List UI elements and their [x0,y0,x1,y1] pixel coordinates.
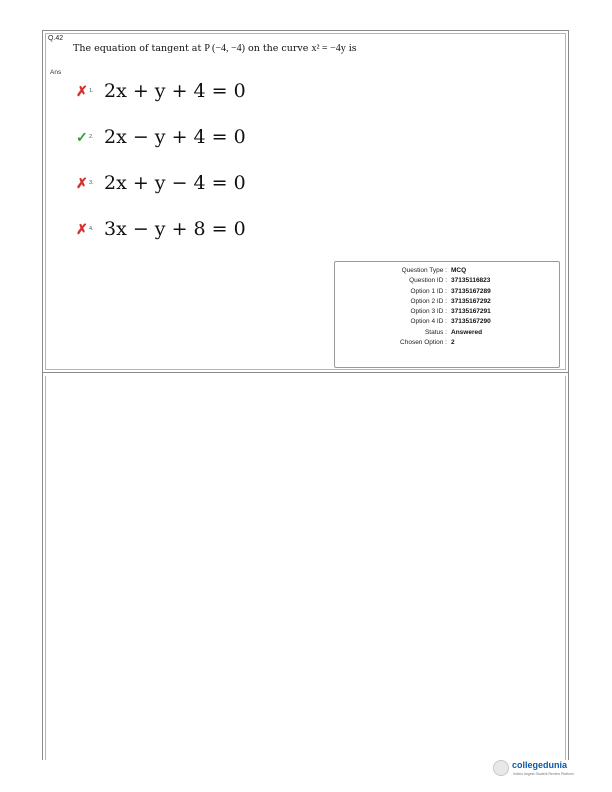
meta-row [335,297,491,307]
brand-name: collegedunia [512,760,568,770]
question-text [73,43,357,54]
meta-row [335,287,491,297]
meta-value: Answered [451,328,483,336]
page-border-right-inner [565,376,566,760]
option-number: 4. [89,226,94,232]
meta-row [335,338,491,348]
correct-check-icon: ✓ [76,129,88,145]
question-text-middle: on the curve [248,43,309,54]
question-point: P (−4, −4) [204,43,245,54]
meta-value: 37135167291 [451,308,491,316]
option-expression: 2x + y + 4 = 0 [104,80,246,102]
question-text-suffix: is [348,43,357,54]
answer-label: Ans [50,69,62,76]
meta-value: 2 [451,339,455,347]
question-curve: x² = −4y [311,43,346,54]
meta-label: Option 3 ID : [410,308,447,316]
meta-label: Option 2 ID : [410,297,447,305]
question-meta-table [335,266,491,348]
wrong-mark-icon: ✗ [76,83,88,99]
meta-value: MCQ [451,267,467,274]
question-text-prefix: The equation of tangent at [73,43,202,54]
meta-value: 37135167289 [451,287,491,295]
brand-tagline: India's largest Student Review Platform [513,772,574,776]
meta-label: Question Type : [401,267,447,274]
brand-logo [493,758,574,780]
meta-row [335,266,491,276]
meta-value: 37135116823 [451,277,491,285]
wrong-mark-icon: ✗ [76,221,88,237]
option-number: 2. [89,134,94,140]
meta-label: Option 1 ID : [410,287,447,295]
option-expression: 2x − y + 4 = 0 [104,126,246,148]
meta-label: Question ID : [409,277,447,285]
page-border-left [42,373,43,760]
meta-row [335,276,491,286]
question-number: Q.42 [48,35,64,42]
meta-label: Status : [424,328,447,336]
wrong-mark-icon: ✗ [76,175,88,191]
mascot-icon [493,760,509,776]
option-expression: 3x − y + 8 = 0 [104,218,246,240]
meta-label: Chosen Option : [400,339,447,347]
option-expression: 2x + y − 4 = 0 [104,172,246,194]
option-number: 1. [89,88,94,94]
meta-value: 37135167290 [451,318,491,326]
meta-label: Option 4 ID : [410,318,447,326]
question-meta-box [334,261,560,368]
page-border-left-inner [45,376,46,760]
meta-row [335,317,491,327]
meta-row [335,307,491,317]
page-border-right [568,373,569,760]
option-number: 3. [89,180,94,186]
meta-value: 37135167292 [451,297,491,305]
meta-row [335,328,491,338]
